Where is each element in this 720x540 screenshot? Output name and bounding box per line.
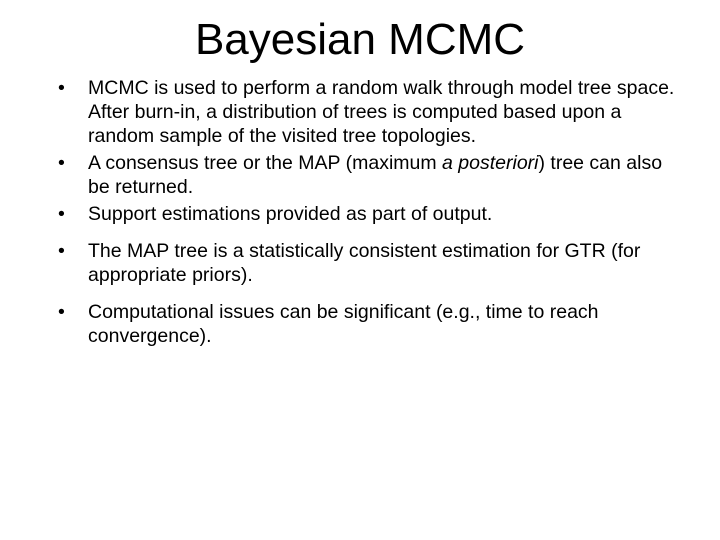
bullet-list <box>58 76 678 348</box>
bullet-item <box>58 151 678 199</box>
bullet-text-part: A consensus tree or the MAP (maximum <box>88 152 443 174</box>
bullet-icon: • <box>58 240 65 262</box>
bullet-text: Support estimations provided as part of output. <box>88 203 493 225</box>
bullet-text: MCMC is used to perform a random walk through model tree space. After burn-in, a distribution of trees is computed based upon a random sample of the visited tree topologies. <box>88 77 675 147</box>
italic-term: a posteriori <box>442 152 539 174</box>
bullet-item <box>58 239 678 287</box>
slide-title: Bayesian MCMC <box>194 15 526 64</box>
bullet-text <box>88 152 662 198</box>
bullet-icon: • <box>58 152 65 174</box>
bullet-item <box>58 76 678 148</box>
bullet-icon: • <box>58 203 65 225</box>
bullet-text: The MAP tree is a statistically consistent estimation for GTR (for appropriate priors). <box>88 240 641 286</box>
bullet-text-part: ) tree can also be returned. <box>88 152 663 198</box>
bullet-text: Computational issues can be significant (e.g., time to reach convergence). <box>88 301 599 347</box>
bullet-icon: • <box>58 301 65 323</box>
bullet-icon: • <box>58 77 65 99</box>
bullet-item <box>58 300 678 348</box>
bullet-item <box>58 202 678 226</box>
